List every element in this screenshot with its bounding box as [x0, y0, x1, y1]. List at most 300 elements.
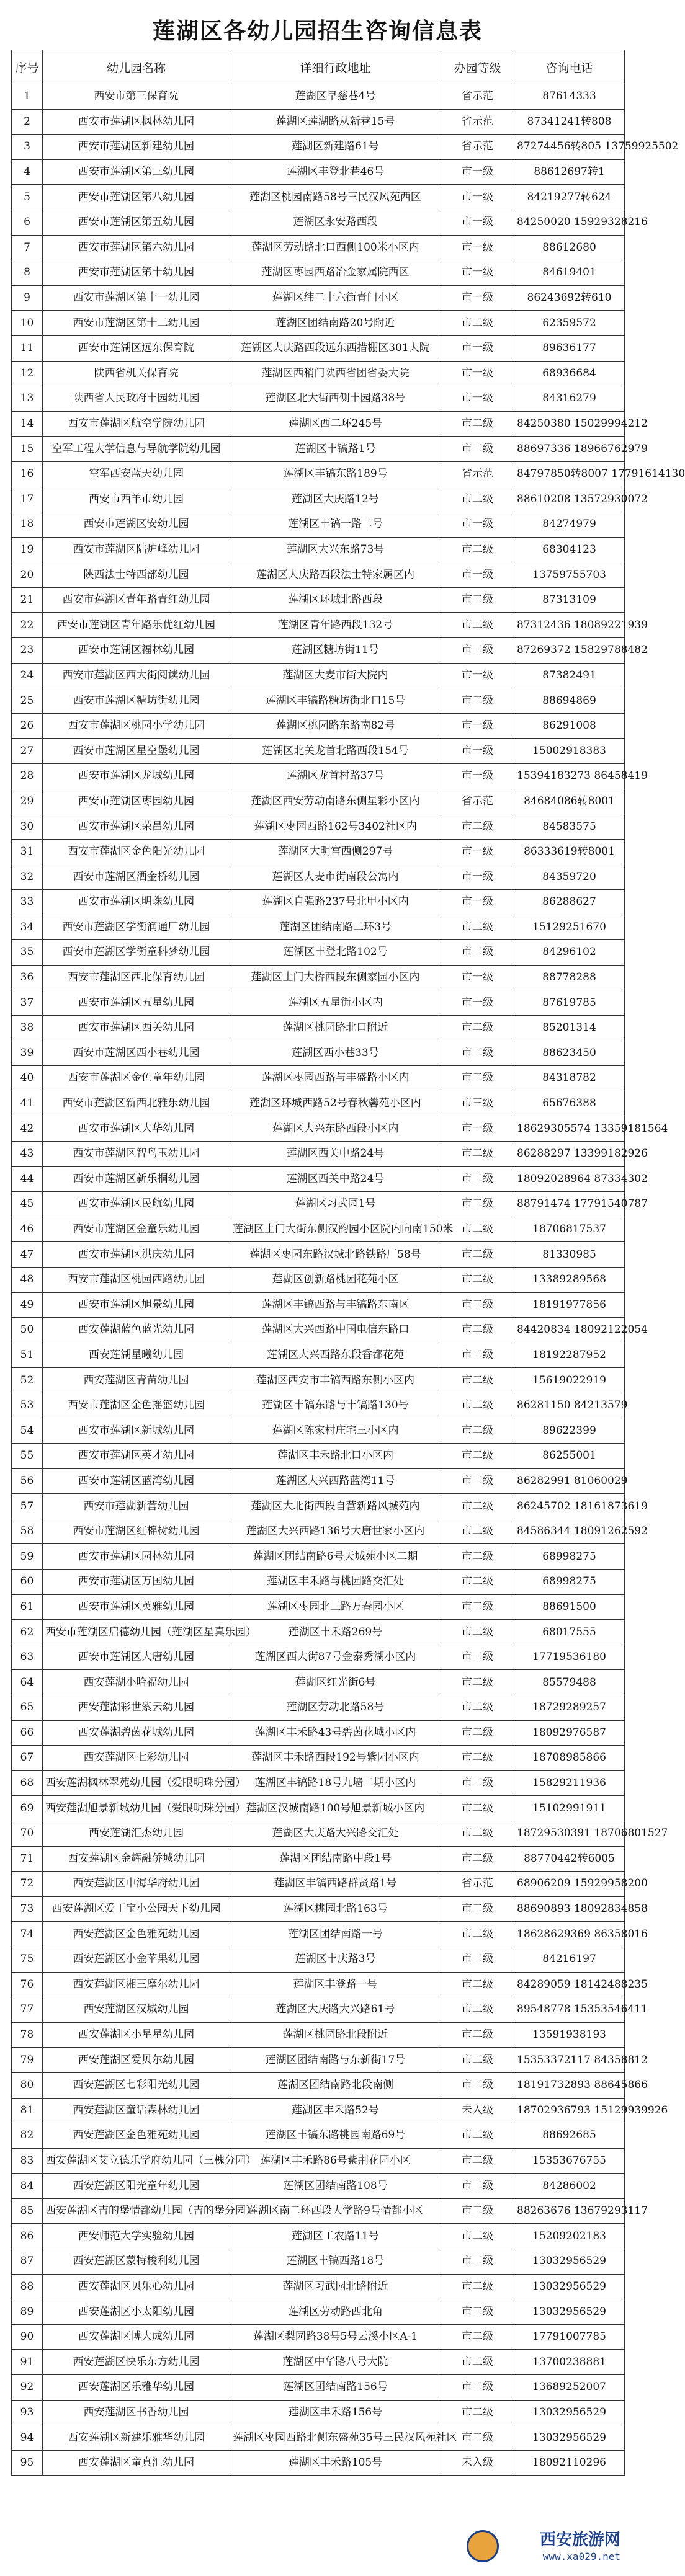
row-index: 31: [12, 839, 43, 864]
table-row: [12, 1896, 625, 1922]
table-row: [12, 1166, 625, 1192]
table-row: [12, 915, 625, 940]
phone: 68906209 15929958200: [514, 1872, 625, 1897]
table-row: [12, 1468, 625, 1494]
row-index: 10: [12, 311, 43, 336]
address: 莲湖区团结南路一号: [230, 1922, 441, 1947]
address: 莲湖区习武园北路附近: [230, 2274, 441, 2299]
address: 莲湖区丰镐东路桃园南路69号: [230, 2123, 441, 2149]
row-index: 29: [12, 789, 43, 814]
phone: 13032956529: [514, 2274, 625, 2299]
address: 莲湖区大兴西路136号大唐世家小区内: [230, 1519, 441, 1544]
level: 市二级: [441, 2324, 514, 2350]
row-index: 35: [12, 940, 43, 966]
row-index: 92: [12, 2375, 43, 2401]
phone: 18702936793 15129939926: [514, 2098, 625, 2123]
kindergarten-name: 西安市莲湖区航空学院幼儿园: [43, 411, 230, 437]
phone: 84318782: [514, 1066, 625, 1091]
phone: 88610208 13572930072: [514, 487, 625, 512]
phone: 84296102: [514, 940, 625, 966]
phone: 88263676 13679293117: [514, 2198, 625, 2224]
address: 莲湖区丰镐路糖坊街北口15号: [230, 688, 441, 714]
address: 莲湖区龙首村路37号: [230, 764, 441, 789]
header-address: 详细行政地址: [230, 50, 441, 84]
kindergarten-name: 西安市莲湖区第五幼儿园: [43, 210, 230, 235]
kindergarten-name: 西安市莲湖区西大街阅读幼儿园: [43, 663, 230, 688]
watermark-name: 西安旅游网: [539, 2531, 620, 2549]
table-row: [12, 1192, 625, 1217]
phone: 88692685: [514, 2123, 625, 2149]
table-row: [12, 311, 625, 336]
level: 市二级: [441, 1318, 514, 1343]
phone: 86291008: [514, 713, 625, 739]
address: 莲湖区丰镐东路与丰镐路130号: [230, 1393, 441, 1418]
phone: 15102991911: [514, 1796, 625, 1821]
kindergarten-name: 西安市莲湖区青年路乐优红幼儿园: [43, 613, 230, 638]
address: 莲湖区土门大街东侧汉韵园小区院内向南150米: [230, 1217, 441, 1242]
address: 莲湖区枣园西路162号3402社区内: [230, 814, 441, 840]
kindergarten-name: 西安莲湖区快乐东方幼儿园: [43, 2350, 230, 2375]
row-index: 4: [12, 159, 43, 185]
row-index: 16: [12, 461, 43, 487]
table-row: [12, 335, 625, 361]
level: 市二级: [441, 613, 514, 638]
table-row: [12, 1746, 625, 1771]
kindergarten-name: 西安市莲湖区桃园小学幼儿园: [43, 713, 230, 739]
table-row: [12, 1645, 625, 1670]
phone: 84583575: [514, 814, 625, 840]
kindergarten-name: 西安市莲湖区红棉树幼儿园: [43, 1519, 230, 1544]
address: 莲湖区枣园北三路万春园小区: [230, 1594, 441, 1620]
phone: 18192287952: [514, 1343, 625, 1368]
phone: 15619022919: [514, 1368, 625, 1393]
address: 莲湖区大兴西路中国电信东路口: [230, 1318, 441, 1343]
address: 莲湖区枣园东路汉城北路铁路厂58号: [230, 1242, 441, 1268]
table-row: [12, 864, 625, 890]
level: 未入级: [441, 2450, 514, 2476]
address: 莲湖区丰禾路269号: [230, 1620, 441, 1645]
row-index: 55: [12, 1444, 43, 1469]
kindergarten-name: 西安莲湖区爱丁宝小公园天下幼儿园: [43, 1896, 230, 1922]
phone: 86333619转8001: [514, 839, 625, 864]
address: 莲湖区大庆路大兴路61号: [230, 1997, 441, 2023]
kindergarten-name: 西安莲湖彩世紫云幼儿园: [43, 1695, 230, 1721]
table-row: [12, 1570, 625, 1595]
address: 莲湖区团结南路156号: [230, 2375, 441, 2401]
level: 省示范: [441, 461, 514, 487]
phone: 84286002: [514, 2174, 625, 2199]
row-index: 38: [12, 1015, 43, 1041]
row-index: 9: [12, 285, 43, 311]
address: 莲湖区劳动北路58号: [230, 1695, 441, 1721]
phone: 68304123: [514, 537, 625, 562]
table-row: [12, 739, 625, 764]
address: 莲湖区丰禾路52号: [230, 2098, 441, 2123]
row-index: 22: [12, 613, 43, 638]
level: 省示范: [441, 789, 514, 814]
row-index: 72: [12, 1872, 43, 1897]
kindergarten-name: 陕西法士特西部幼儿园: [43, 562, 230, 588]
address: 莲湖区大庆路12号: [230, 487, 441, 512]
kindergarten-name: 西安莲湖区博大成幼儿园: [43, 2324, 230, 2350]
level: 市一级: [441, 764, 514, 789]
phone: 13032956529: [514, 2400, 625, 2425]
address: 莲湖区大北街西段自营新路风城苑内: [230, 1494, 441, 1519]
kindergarten-table: [11, 50, 685, 2476]
address: 莲湖区中华路八号大院: [230, 2350, 441, 2375]
level: 市二级: [441, 2299, 514, 2325]
address: 莲湖区桃园南路58号三民汉风苑西区: [230, 185, 441, 210]
kindergarten-name: 西安莲湖星曦幼儿园: [43, 1343, 230, 1368]
kindergarten-name: 西安莲湖区七彩幼儿园: [43, 1746, 230, 1771]
kindergarten-name: 西安市莲湖新营幼儿园: [43, 1494, 230, 1519]
kindergarten-name: 西安市莲湖区新西北雅乐幼儿园: [43, 1091, 230, 1116]
phone: 15209202183: [514, 2224, 625, 2249]
level: 市一级: [441, 965, 514, 990]
row-index: 34: [12, 915, 43, 940]
address: 莲湖区大麦市街大院内: [230, 663, 441, 688]
address: 莲湖区大庆路西段法士特家属区内: [230, 562, 441, 588]
row-index: 42: [12, 1116, 43, 1142]
level: 市一级: [441, 562, 514, 588]
phone: 84420834 18092122054: [514, 1318, 625, 1343]
phone: 84684086转8001: [514, 789, 625, 814]
level: 市二级: [441, 638, 514, 664]
kindergarten-name: 西安市莲湖区枫林幼儿园: [43, 109, 230, 135]
phone: 88691500: [514, 1594, 625, 1620]
phone: 15353676755: [514, 2148, 625, 2174]
row-index: 26: [12, 713, 43, 739]
phone: 18191977856: [514, 1292, 625, 1318]
kindergarten-name: 西安市莲湖区西北保育幼儿园: [43, 965, 230, 990]
kindergarten-name: 陕西省人民政府丰园幼儿园: [43, 386, 230, 412]
table-row: [12, 2249, 625, 2275]
level: 市二级: [441, 2198, 514, 2224]
address: 莲湖区丰登北巷46号: [230, 159, 441, 185]
address: 莲湖区大庆路大兴路交汇处: [230, 1821, 441, 1846]
row-index: 77: [12, 1997, 43, 2023]
phone: 84797850转8007 17791614130: [514, 461, 625, 487]
table-row: [12, 285, 625, 311]
phone: 88697336 18966762979: [514, 437, 625, 462]
level: 市二级: [441, 2350, 514, 2375]
row-index: 59: [12, 1544, 43, 1570]
table-row: [12, 2098, 625, 2123]
address: 莲湖区团结南路中段1号: [230, 1846, 441, 1872]
address: 莲湖区大兴西路蓝湾11号: [230, 1468, 441, 1494]
phone: 65676388: [514, 1091, 625, 1116]
kindergarten-name: 西安市莲湖区洪庆幼儿园: [43, 1242, 230, 1268]
kindergarten-name: 西安市莲湖区启德幼儿园（莲湖区星真乐园）: [43, 1620, 230, 1645]
phone: 87269372 15829788482: [514, 638, 625, 664]
kindergarten-name: 西安市西羊市幼儿园: [43, 487, 230, 512]
kindergarten-name: 西安市莲湖区西小巷幼儿园: [43, 1041, 230, 1066]
phone: 13700238881: [514, 2350, 625, 2375]
address: 莲湖区大兴西路东段香都花苑: [230, 1343, 441, 1368]
row-index: 50: [12, 1318, 43, 1343]
table-body: [12, 84, 685, 2476]
level: 市二级: [441, 2123, 514, 2149]
table-row: [12, 2072, 625, 2098]
phone: 84250020 15929328216: [514, 210, 625, 235]
level: 省示范: [441, 109, 514, 135]
row-index: 70: [12, 1821, 43, 1846]
row-index: 78: [12, 2022, 43, 2048]
level: 市二级: [441, 2249, 514, 2275]
row-index: 23: [12, 638, 43, 664]
level: 市二级: [441, 1620, 514, 1645]
kindergarten-name: 空军西安蓝天幼儿园: [43, 461, 230, 487]
phone: 18729530391 18706801527: [514, 1821, 625, 1846]
phone: 13689252007: [514, 2375, 625, 2401]
table-row: [12, 1116, 625, 1142]
row-index: 95: [12, 2450, 43, 2476]
row-index: 18: [12, 512, 43, 538]
kindergarten-name: 西安市莲湖区安幼儿园: [43, 512, 230, 538]
row-index: 51: [12, 1343, 43, 1368]
table-row: [12, 1494, 625, 1519]
phone: 88612680: [514, 235, 625, 260]
watermark: [462, 2533, 629, 2571]
phone: 68998275: [514, 1544, 625, 1570]
table-row: [12, 1418, 625, 1444]
phone: 84274979: [514, 512, 625, 538]
table-row: [12, 2198, 625, 2224]
level: 市二级: [441, 2022, 514, 2048]
kindergarten-name: 西安市莲湖区第六幼儿园: [43, 235, 230, 260]
table-row: [12, 1997, 625, 2023]
row-index: 73: [12, 1896, 43, 1922]
row-index: 12: [12, 361, 43, 386]
row-index: 43: [12, 1141, 43, 1166]
address: 莲湖区丰镐西路群贤路1号: [230, 1872, 441, 1897]
level: 市二级: [441, 1570, 514, 1595]
table-row: [12, 1318, 625, 1343]
level: 市二级: [441, 688, 514, 714]
kindergarten-name: 西安莲湖碧茵花城幼儿园: [43, 1720, 230, 1746]
level: 市二级: [441, 1166, 514, 1192]
phone: 68936684: [514, 361, 625, 386]
kindergarten-name: 西安莲湖小哈福幼儿园: [43, 1670, 230, 1695]
kindergarten-name: 西安市莲湖区福林幼儿园: [43, 638, 230, 664]
row-index: 14: [12, 411, 43, 437]
address: 莲湖区丰庆路3号: [230, 1947, 441, 1972]
kindergarten-name: 西安市莲湖区星空堡幼儿园: [43, 739, 230, 764]
table-row: [12, 1695, 625, 1721]
table-row: [12, 1720, 625, 1746]
level: 市二级: [441, 2375, 514, 2401]
row-index: 66: [12, 1720, 43, 1746]
row-index: 20: [12, 562, 43, 588]
row-index: 6: [12, 210, 43, 235]
level: 市一级: [441, 185, 514, 210]
kindergarten-name: 西安市莲湖区陆炉峰幼儿园: [43, 537, 230, 562]
address: 莲湖区西关中路24号: [230, 1141, 441, 1166]
level: 市二级: [441, 1746, 514, 1771]
level: 市一级: [441, 235, 514, 260]
header-index: 序号: [12, 50, 43, 84]
row-index: 49: [12, 1292, 43, 1318]
level: 市一级: [441, 739, 514, 764]
level: 市二级: [441, 1519, 514, 1544]
address: 莲湖区丰镐西路18号: [230, 2249, 441, 2275]
row-index: 21: [12, 587, 43, 613]
phone: 68998275: [514, 1570, 625, 1595]
row-index: 64: [12, 1670, 43, 1695]
kindergarten-name: 西安莲湖区金辉融侨城幼儿园: [43, 1846, 230, 1872]
level: 市二级: [441, 1594, 514, 1620]
level: 市二级: [441, 1896, 514, 1922]
table-row: [12, 1620, 625, 1645]
address: 莲湖区枣园西路北侧东盛苑35号三民汉风苑社区: [230, 2425, 441, 2451]
address: 莲湖区西小巷33号: [230, 1041, 441, 1066]
table-row: [12, 84, 625, 110]
kindergarten-name: 西安莲湖汇杰幼儿园: [43, 1821, 230, 1846]
phone: 88612697转1: [514, 159, 625, 185]
address: 莲湖区桃园北路163号: [230, 1896, 441, 1922]
table-row: [12, 1796, 625, 1821]
table-row: [12, 1846, 625, 1872]
table-row: [12, 461, 625, 487]
address: 莲湖区大麦市街南段公寓内: [230, 864, 441, 890]
row-index: 84: [12, 2174, 43, 2199]
level: 市二级: [441, 2425, 514, 2451]
level: 市一级: [441, 890, 514, 915]
header-name: 幼儿园名称: [43, 50, 230, 84]
phone: 85579488: [514, 1670, 625, 1695]
address: 莲湖区自强路237号北甲小区内: [230, 890, 441, 915]
table-row: [12, 1393, 625, 1418]
row-index: 41: [12, 1091, 43, 1116]
row-index: 11: [12, 335, 43, 361]
table-row: [12, 663, 625, 688]
row-index: 19: [12, 537, 43, 562]
level: 市二级: [441, 2072, 514, 2098]
table-row: [12, 1343, 625, 1368]
kindergarten-name: 西安莲湖区金色雅苑幼儿园: [43, 1922, 230, 1947]
level: 省示范: [441, 1872, 514, 1897]
phone: 86282991 81060029: [514, 1468, 625, 1494]
address: 莲湖区劳动路西北角: [230, 2299, 441, 2325]
address: 莲湖区丰登路一号: [230, 1972, 441, 1997]
table-row: [12, 437, 625, 462]
row-index: 46: [12, 1217, 43, 1242]
level: 市二级: [441, 411, 514, 437]
address: 莲湖区西二环245号: [230, 411, 441, 437]
table-row: [12, 688, 625, 714]
level: 省示范: [441, 135, 514, 160]
phone: 87313109: [514, 587, 625, 613]
row-index: 71: [12, 1846, 43, 1872]
header-phone: 咨询电话: [514, 50, 625, 84]
kindergarten-name: 西安莲湖区贝乐心幼儿园: [43, 2274, 230, 2299]
level: 市二级: [441, 2148, 514, 2174]
level: 市二级: [441, 1695, 514, 1721]
phone: 84619401: [514, 260, 625, 286]
row-index: 2: [12, 109, 43, 135]
kindergarten-name: 西安莲湖区新建乐雅华幼儿园: [43, 2425, 230, 2451]
row-index: 37: [12, 990, 43, 1016]
table-row: [12, 1922, 625, 1947]
row-index: 94: [12, 2425, 43, 2451]
kindergarten-name: 西安莲湖区汉城幼儿园: [43, 1997, 230, 2023]
kindergarten-name: 西安莲湖区爱贝尔幼儿园: [43, 2048, 230, 2073]
level: 市二级: [441, 1796, 514, 1821]
table-row: [12, 814, 625, 840]
phone: 13032956529: [514, 2299, 625, 2325]
level: 市一级: [441, 285, 514, 311]
phone: 15002918383: [514, 739, 625, 764]
phone: 85201314: [514, 1015, 625, 1041]
table-row: [12, 764, 625, 789]
table-row: [12, 185, 625, 210]
table-row: [12, 1947, 625, 1972]
row-index: 15: [12, 437, 43, 462]
kindergarten-name: 西安莲湖区小太阳幼儿园: [43, 2299, 230, 2325]
kindergarten-name: 西安市莲湖区金童乐幼儿园: [43, 1217, 230, 1242]
phone: 13032956529: [514, 2425, 625, 2451]
level: 市一级: [441, 713, 514, 739]
address: 莲湖区团结南路6号天城苑小区二期: [230, 1544, 441, 1570]
table-row: [12, 487, 625, 512]
row-index: 8: [12, 260, 43, 286]
table-row: [12, 1444, 625, 1469]
level: 市二级: [441, 2274, 514, 2299]
address: 莲湖区土门大桥西段东侧家园小区内: [230, 965, 441, 990]
phone: 81330985: [514, 1242, 625, 1268]
kindergarten-name: 西安市莲湖区第十幼儿园: [43, 260, 230, 286]
kindergarten-name: 西安市莲湖区荣昌幼儿园: [43, 814, 230, 840]
address: 莲湖区团结南路与东新街17号: [230, 2048, 441, 2073]
address: 莲湖区永安路西段: [230, 210, 441, 235]
address: 莲湖区丰镐路18号九墙二期小区内: [230, 1770, 441, 1796]
phone: 15129251670: [514, 915, 625, 940]
address: 莲湖区工农路11号: [230, 2224, 441, 2249]
table-row: [12, 2299, 625, 2325]
address: 莲湖区创新路桃园花苑小区: [230, 1267, 441, 1292]
table-row: [12, 890, 625, 915]
address: 莲湖区大明宫西侧297号: [230, 839, 441, 864]
kindergarten-name: 西安市莲湖区大华幼儿园: [43, 1116, 230, 1142]
phone: 86288627: [514, 890, 625, 915]
address: 莲湖区梨园路38号5号云溪小区A-1: [230, 2324, 441, 2350]
phone: 18729289257: [514, 1695, 625, 1721]
table-row: [12, 587, 625, 613]
address: 莲湖区西稍门陕西省团省委大院: [230, 361, 441, 386]
table-row: [12, 159, 625, 185]
table-row: [12, 361, 625, 386]
row-index: 79: [12, 2048, 43, 2073]
row-index: 82: [12, 2123, 43, 2149]
phone: 87614333: [514, 84, 625, 110]
table-row: [12, 1242, 625, 1268]
address: 莲湖区劳动路北口西侧100米小区内: [230, 235, 441, 260]
address: 莲湖区枣园西路与丰盛路小区内: [230, 1066, 441, 1091]
address: 莲湖区北关龙首北路西段154号: [230, 739, 441, 764]
kindergarten-name: 西安莲湖区小金苹果幼儿园: [43, 1947, 230, 1972]
phone: 13591938193: [514, 2022, 625, 2048]
row-index: 81: [12, 2098, 43, 2123]
level: 市二级: [441, 587, 514, 613]
address: 莲湖区丰禾路86号紫荆花园小区: [230, 2148, 441, 2174]
level: 市一级: [441, 386, 514, 412]
kindergarten-name: 西安市莲湖区大唐幼儿园: [43, 1645, 230, 1670]
phone: 87312436 18089221939: [514, 613, 625, 638]
kindergarten-name: 西安市莲湖区第十一幼儿园: [43, 285, 230, 311]
table-row: [12, 965, 625, 990]
table-row: [12, 1519, 625, 1544]
row-index: 25: [12, 688, 43, 714]
